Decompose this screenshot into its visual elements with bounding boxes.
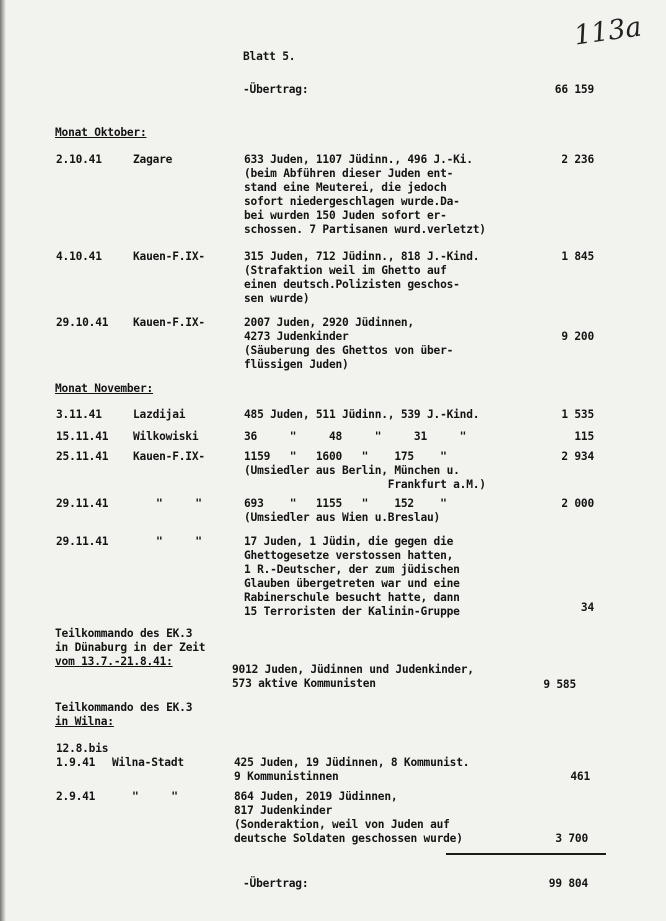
carry-over-label-bottom: -Übertrag:: [243, 877, 309, 890]
entry-place: Kauen-F.IX-: [133, 316, 205, 329]
entry-line: 15 Terroristen der Kalinin-Gruppe: [244, 605, 460, 618]
entry-total: 34: [580, 601, 594, 614]
entry-date: 2.10.41: [56, 153, 102, 166]
entry-place: Lazdijai: [133, 408, 186, 421]
entry-place: Wilkowiski: [133, 430, 199, 443]
entry-line: 4273 Judenkinder: [244, 330, 349, 343]
entry-date: 29.11.41: [56, 497, 109, 510]
sum-rule: [446, 853, 606, 855]
entry-line: Frankfurt a.M.): [244, 478, 486, 491]
entry-line: 633 Juden, 1107 Jüdinn., 496 J.-Ki.: [244, 153, 473, 166]
entry-place: " ": [132, 790, 178, 803]
carry-over-value-top: 66 159: [554, 83, 594, 96]
entry-date: 25.11.41: [56, 450, 109, 463]
entry-total: 3 700: [555, 832, 588, 845]
entry-place: Kauen-F.IX-: [133, 450, 205, 463]
entry-line: (beim Abführen dieser Juden ent-: [244, 167, 454, 180]
section-title: in Dünaburg in der Zeit: [55, 641, 206, 654]
entry-line: 817 Judenkinder: [234, 804, 333, 817]
entry-line: flüssigen Juden): [244, 358, 349, 371]
entry-total: 2 236: [561, 153, 594, 166]
entry-place: " ": [156, 497, 202, 510]
entry-date: 2.9.41: [56, 790, 96, 803]
entry-total: 461: [570, 770, 590, 783]
entry-total: 9 585: [543, 678, 576, 691]
entry-place: Wilna-Stadt: [112, 756, 184, 769]
entry-line: (Säuberung des Ghettos von über-: [244, 344, 454, 357]
entry-place: Zagare: [133, 153, 173, 166]
carry-over-label-top: -Übertrag:: [243, 83, 309, 96]
entry-total: 2 934: [561, 450, 594, 463]
carry-over-value-bottom: 99 804: [548, 877, 588, 890]
entry-line: 1159 " 1600 " 175 ": [244, 450, 447, 463]
section-title: Teilkommando des EK.3: [55, 701, 193, 714]
entry-line: 693 " 1155 " 152 ": [244, 497, 447, 510]
entry-total: 2 000: [561, 497, 594, 510]
month-heading-october: Monat Oktober:: [55, 126, 147, 139]
entry-line: 485 Juden, 511 Jüdinn., 539 J.-Kind.: [244, 408, 480, 421]
entry-line: Glauben übergetreten war und eine: [244, 577, 460, 590]
entry-place: Kauen-F.IX-: [133, 250, 205, 263]
section-title: vom 13.7.-21.8.41:: [55, 655, 173, 668]
entry-line: 864 Juden, 2019 Jüdinnen,: [234, 790, 398, 803]
entry-line: einen deutsch.Polizisten geschos-: [244, 278, 460, 291]
entry-line: sofort niedergeschlagen wurde.Da-: [244, 195, 460, 208]
entry-line: bei wurden 150 Juden sofort er-: [244, 209, 447, 222]
entry-line: (Strafaktion weil im Ghetto auf: [244, 264, 447, 277]
entry-line: 36 " 48 " 31 ": [244, 430, 467, 443]
entry-line: Ghettogesetze verstossen hatten,: [244, 549, 454, 562]
scan-edge-shadow: [0, 0, 6, 921]
entry-date: 12.8.bis: [56, 742, 109, 755]
entry-date: 29.10.41: [56, 316, 109, 329]
entry-line: deutsche Soldaten geschossen wurde): [234, 832, 463, 845]
entry-line: Rabinerschule besucht hatte, dann: [244, 591, 460, 604]
entry-date: 15.11.41: [56, 430, 109, 443]
entry-line: (Sonderaktion, weil von Juden auf: [234, 818, 450, 831]
entry-total: 1 535: [561, 408, 594, 421]
entry-total: 9 200: [561, 330, 594, 343]
entry-date: 29.11.41: [56, 535, 109, 548]
entry-line: 1 R.-Deutscher, der zum jüdischen: [244, 563, 460, 576]
entry-line: sen wurde): [244, 292, 310, 305]
entry-line: 9 Kommunistinnen: [234, 770, 339, 783]
entry-line: 2007 Juden, 2920 Jüdinnen,: [244, 316, 414, 329]
entry-place: " ": [156, 535, 202, 548]
entry-line: 573 aktive Kommunisten: [232, 677, 376, 690]
entry-line: 17 Juden, 1 Jüdin, die gegen die: [244, 535, 454, 548]
entry-line: 425 Juden, 19 Jüdinnen, 8 Kommunist.: [234, 756, 470, 769]
section-title: in Wilna:: [55, 715, 114, 728]
entry-date: 4.10.41: [56, 250, 102, 263]
entry-total: 115: [574, 430, 594, 443]
entry-line: (Umsiedler aus Berlin, München u.: [244, 464, 460, 477]
entry-total: 1 845: [561, 250, 594, 263]
entry-line: 315 Juden, 712 Jüdinn., 818 J.-Kind.: [244, 250, 480, 263]
entry-line: 9012 Juden, Jüdinnen und Judenkinder,: [232, 663, 474, 676]
entry-date: 1.9.41: [56, 756, 96, 769]
handwritten-page-number: 113a: [572, 11, 644, 52]
sheet-number: Blatt 5.: [243, 50, 296, 63]
section-title: Teilkommando des EK.3: [55, 627, 193, 640]
month-heading-november: Monat November:: [55, 382, 154, 395]
entry-line: stand eine Meuterei, die jedoch: [244, 181, 447, 194]
entry-date: 3.11.41: [56, 408, 102, 421]
entry-line: schossen. 7 Partisanen wurd.verletzt): [244, 223, 486, 236]
entry-line: (Umsiedler aus Wien u.Breslau): [244, 511, 441, 524]
